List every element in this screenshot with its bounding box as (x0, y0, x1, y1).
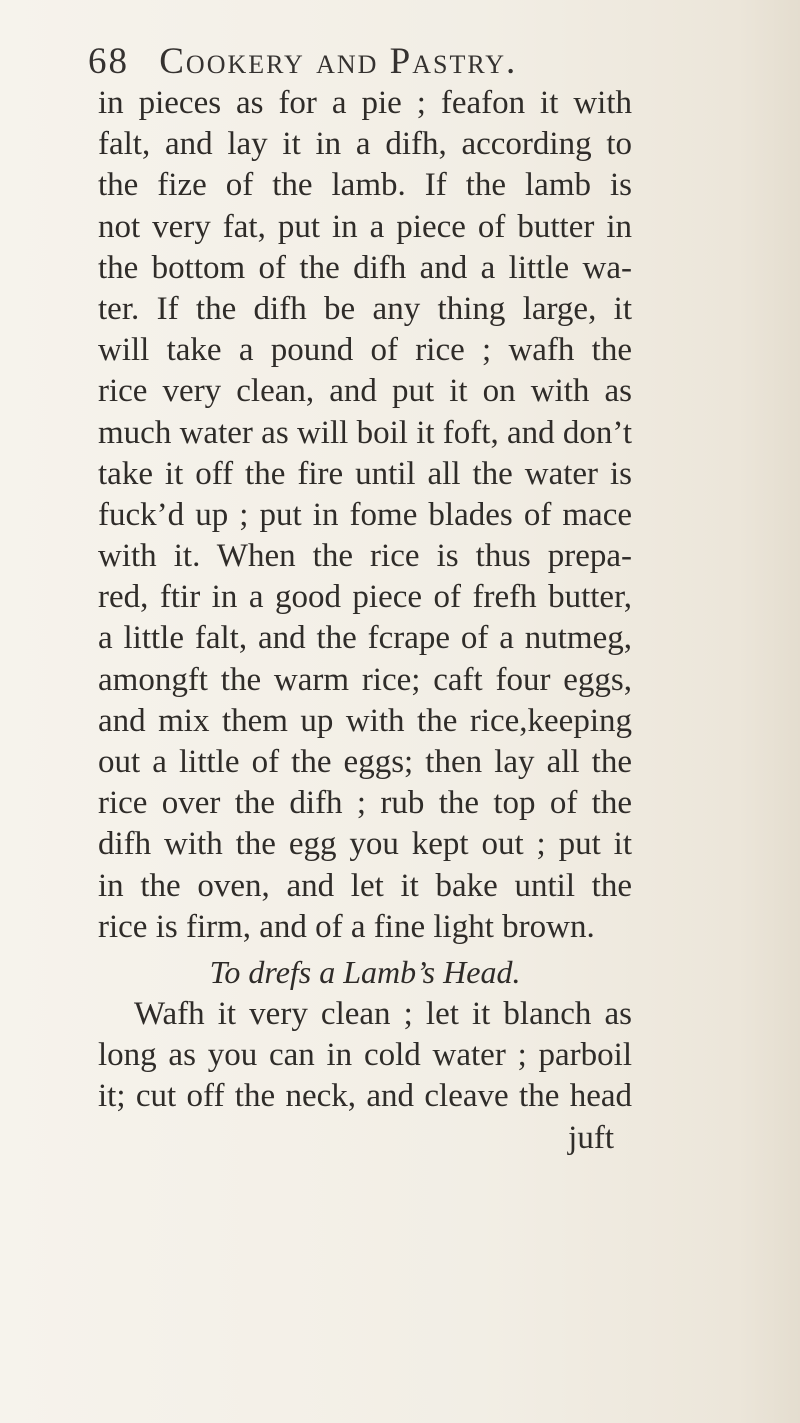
text-line: in the oven, and let it bake until the (98, 867, 632, 904)
text-line: and mix them up with the rice,keeping (98, 702, 632, 739)
text-line: the fize of the lamb. If the lamb is (98, 167, 632, 204)
text-line: in pieces as for a pie ; feafon it with (98, 85, 632, 121)
body-text (98, 83, 632, 1159)
text-line: will take a pound of rice ; wafh the (98, 332, 632, 369)
text-line: out a little of the eggs; then lay all the (98, 744, 632, 780)
text-line: a little falt, and the fcrape of a nutmeg, (98, 620, 632, 657)
text-line: red, ftir in a good piece of frefh butter, (98, 579, 632, 616)
text-line: with it. When the rice is thus prepa- (98, 538, 632, 575)
recipe-heading: To drefs a Lamb’s Head. (209, 953, 521, 990)
running-title: Cookery and Pastry. (159, 41, 518, 82)
text-line: amongft the warm rice; caft four eggs, (98, 661, 632, 698)
text-line: difh with the egg you kept out ; put it (98, 826, 632, 863)
text-line: the bottom of the difh and a little wa- (98, 249, 632, 286)
text-line: not very fat, put in a piece of butter in (98, 208, 632, 245)
text-line: ter. If the difh be any thing large, it (98, 290, 632, 327)
catchword: juft (568, 1119, 614, 1156)
text-line: rice over the difh ; rub the top of the (98, 785, 632, 822)
text-line: rice very clean, and put it on with as (98, 373, 632, 410)
page-number: 68 (88, 41, 129, 82)
text-line: it; cut off the neck, and cleave the head (98, 1078, 632, 1115)
text-line: rice is firm, and of a fine light brown. (98, 908, 595, 945)
text-line: long as you can in cold water ; parboil (98, 1037, 632, 1074)
text-line: fuck’d up ; put in fome blades of mace (98, 496, 632, 533)
text-line: much water as will boil it foft, and don’t (98, 414, 632, 451)
text-line: take it off the fire until all the water is (98, 455, 632, 492)
text-line: falt, and lay it in a difh, according to (98, 126, 632, 163)
text-line: Wafh it very clean ; let it blanch as (134, 995, 632, 1032)
